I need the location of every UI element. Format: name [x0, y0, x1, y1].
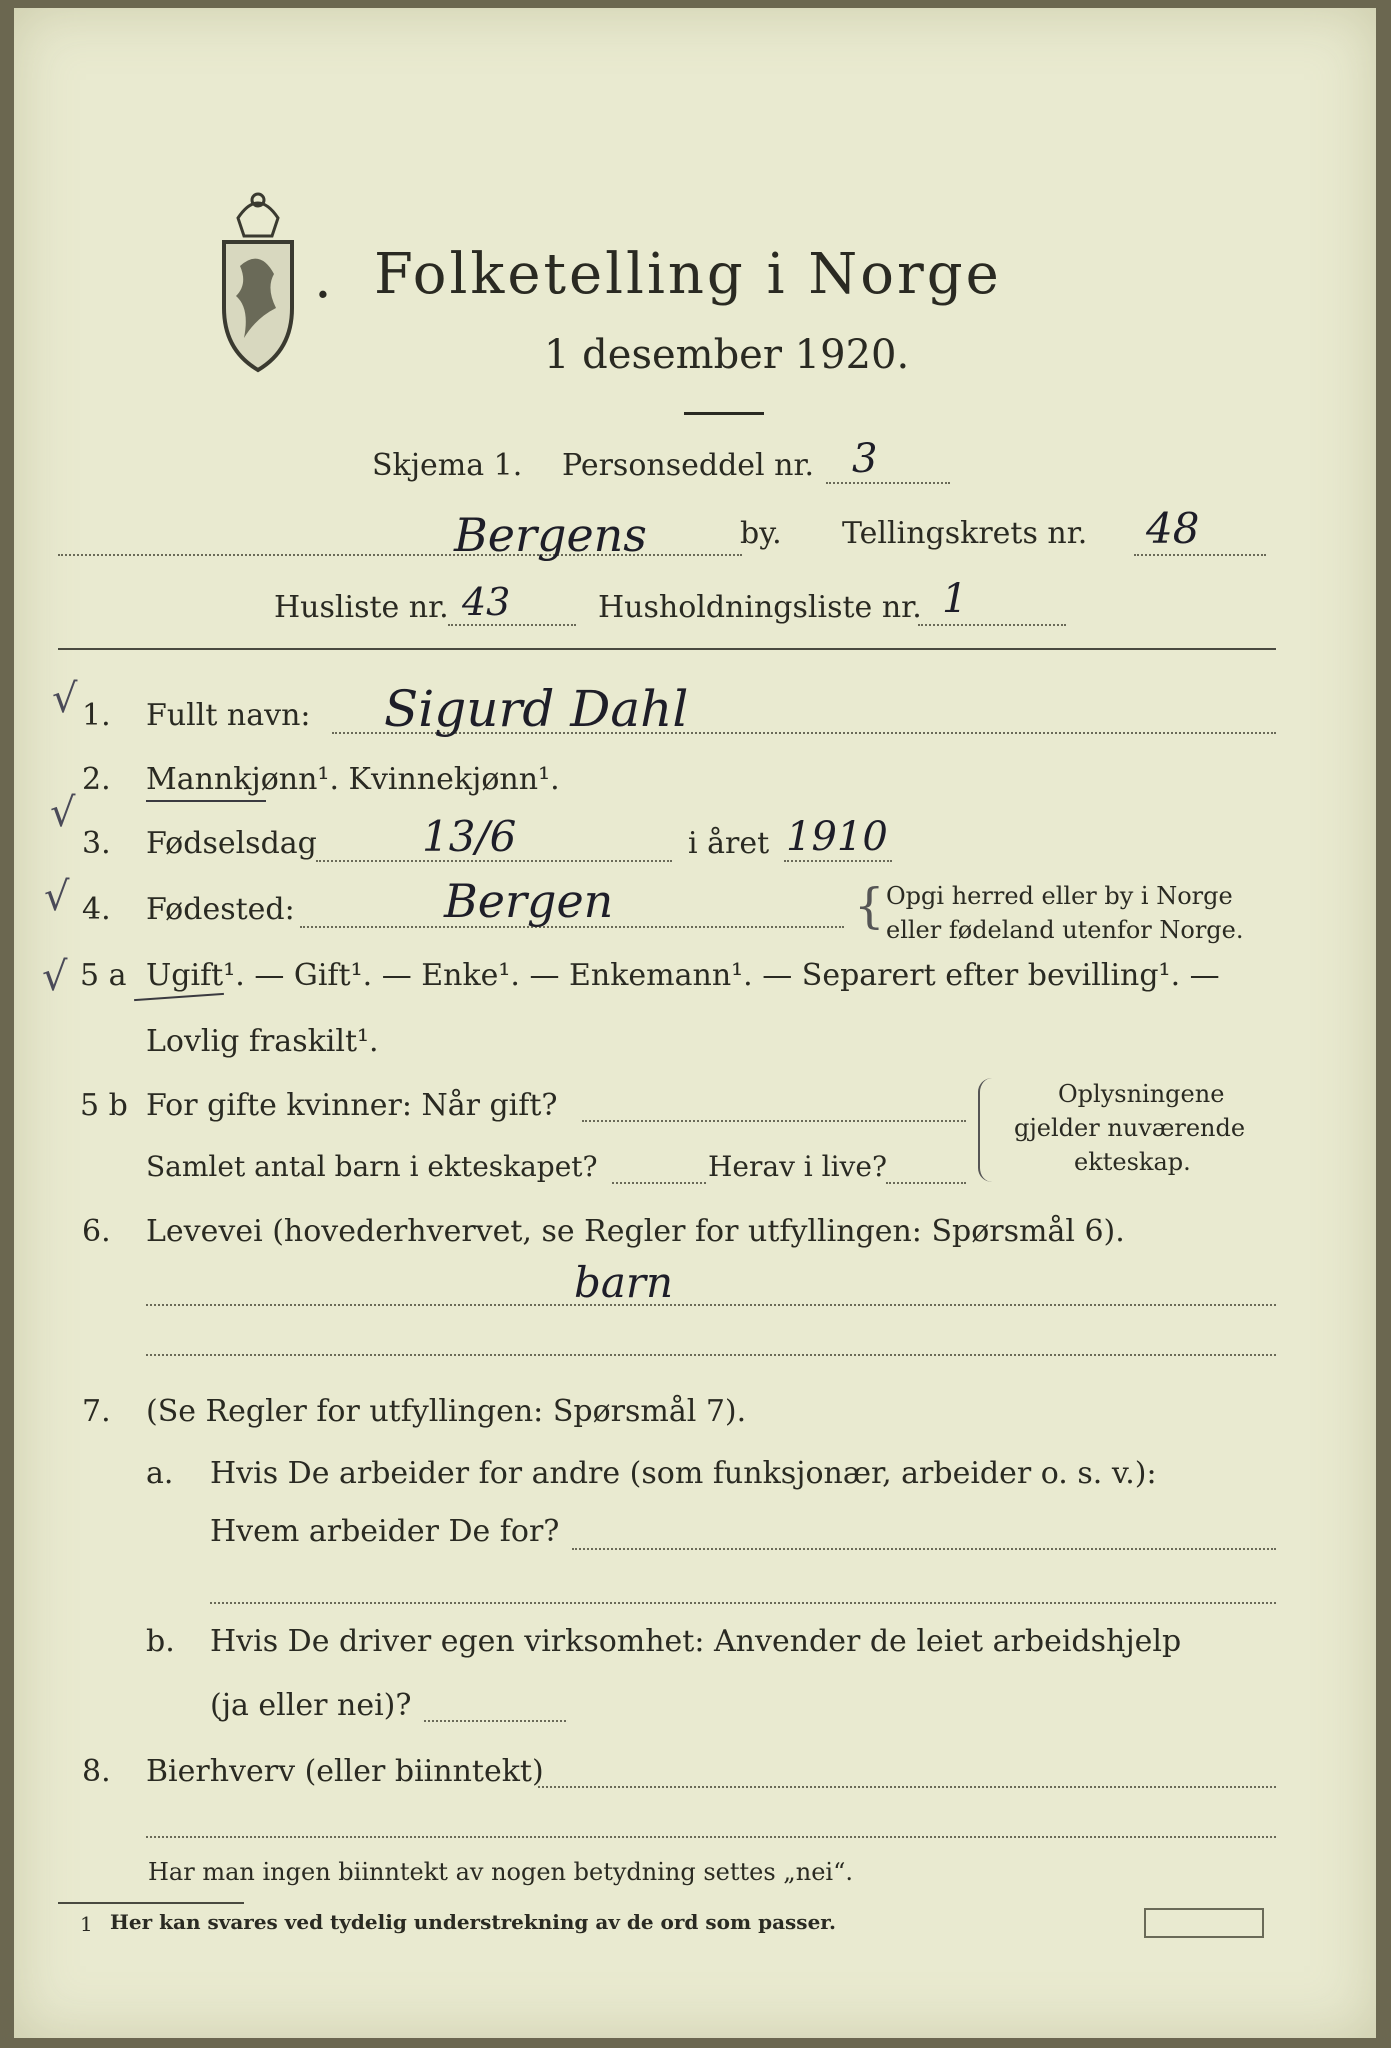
occupation-label: Levevei (hovederhvervet, se Regler for utfyllingen: Spørsmål 6).: [146, 1214, 1125, 1249]
q5a-number: 5 a: [80, 958, 127, 993]
birthplace-note-1: Opgi herred eller by i Norge: [886, 882, 1233, 910]
birthday-label: Fødselsdag: [146, 826, 317, 861]
city-value: Bergens: [454, 508, 647, 562]
printer-stamp: [1144, 1908, 1264, 1938]
husliste-label: Husliste nr.: [274, 590, 449, 625]
form-date: 1 desember 1920.: [544, 332, 910, 378]
q3-number: 3.: [82, 826, 111, 861]
bracket-icon: [978, 1078, 994, 1182]
personseddel-label: Personseddel nr.: [562, 448, 815, 483]
side-income-label: Bierhverv (eller biinntekt): [146, 1754, 544, 1789]
marriage-note-3: ekteskap.: [1074, 1148, 1191, 1176]
marital-options-2: Lovlig fraskilt¹.: [146, 1024, 379, 1059]
q7a-line-1: Hvis De arbeider for andre (som funksjonær, arbeider o. s. v.):: [210, 1456, 1157, 1491]
krets-value: 48: [1146, 504, 1200, 553]
marital-underline: [134, 993, 224, 1001]
q4-number: 4.: [82, 892, 111, 927]
q7-number: 7.: [82, 1394, 111, 1429]
marriage-note-1: Oplysningene: [1058, 1080, 1225, 1108]
check-mark-icon: √: [44, 874, 70, 920]
brace-icon: {: [854, 878, 885, 934]
check-mark-icon: √: [42, 954, 68, 1000]
birthplace-note-2: eller fødeland utenfor Norge.: [886, 916, 1244, 944]
personseddel-value: 3: [852, 436, 878, 482]
census-form: . Folketelling i Norge 1 desember 1920. Skjema 1. Personseddel nr. 3 Bergens by. Tellingskrets nr. 48 Husliste nr. 43 Husholdningsliste nr. 1 √ √ √ √ 1. Fullt navn: Sigurd Dahl 2. Mannkjønn¹. Kvinnekjønn¹. 3. Fødselsdag 13/6 i året 1910 4. Fødested: Bergen { Opgi herred eller by i Norge eller fødeland utenfor Norge. 5 a Ugift¹. — Gift¹. — Enke¹. — Enkemann¹. — Separert efter bevilling¹. — Lovlig fraskilt¹. 5 b For gifte kvinner: Når gift? Samlet antal barn i ekteskapet? Herav i live? Oplysningene gjelder nuværende ekteskap. 6. Levevei (hovederhvervet, se Regler for utfyllingen: Spørsmål 6). barn 7. (Se Regler for utfyllingen: Spørsmål 7). a. Hvis De arbeider for andre (som funksjonær, arbeider o. s. v.): Hvem arbeider De for? b. Hvis De driver egen virksomhet: Anvender de leiet arbeidshjelp (ja eller nei)? 8. Bierhverv (eller biinntekt) Har man ingen biinntekt av nogen betydning settes „nei“. 1 Her kan svares ved tydelig understrekning av de ord som passer.: [14, 8, 1376, 2038]
q5b-number: 5 b: [80, 1088, 128, 1123]
marital-options: Ugift¹. — Gift¹. — Enke¹. — Enkemann¹. — Separert efter bevilling¹. —: [146, 958, 1220, 993]
q7a-number: a.: [146, 1456, 174, 1491]
q7b-line-1: Hvis De driver egen virksomhet: Anvender de leiet arbeidshjelp: [210, 1624, 1182, 1659]
footnote-text: Her kan svares ved tydelig understrekning av de ord som passer.: [110, 1910, 836, 1934]
title-divider: [684, 412, 764, 415]
q7a-line-2: Hvem arbeider De for?: [210, 1514, 560, 1549]
schema-label: Skjema 1.: [372, 448, 523, 483]
q7b-line-2: (ja eller nei)?: [210, 1688, 412, 1723]
gender-options: Mannkjønn¹. Kvinnekjønn¹.: [146, 762, 560, 797]
form-title: Folketelling i Norge: [374, 242, 1002, 307]
q2-number: 2.: [82, 762, 111, 797]
q7b-number: b.: [146, 1624, 175, 1659]
coat-of-arms-icon: [210, 178, 306, 378]
hushold-value: 1: [942, 576, 968, 622]
birthplace-label: Fødested:: [146, 892, 295, 927]
husliste-value: 43: [462, 580, 511, 624]
full-name-value: Sigurd Dahl: [384, 680, 689, 738]
city-suffix: by.: [740, 516, 782, 551]
side-income-note: Har man ingen biinntekt av nogen betydning settes „nei“.: [148, 1858, 853, 1886]
occupation-value: barn: [574, 1258, 674, 1307]
birth-year-label: i året: [688, 826, 770, 861]
marriage-note-2: gjelder nuværende: [1014, 1114, 1246, 1142]
birthday-value: 13/6: [422, 812, 517, 861]
footnote-mark: 1: [80, 1912, 93, 1936]
footnote-rule: [58, 1902, 244, 1904]
children-label: Samlet antal barn i ekteskapet?: [146, 1150, 598, 1183]
q7-label: (Se Regler for utfyllingen: Spørsmål 7).: [146, 1394, 747, 1429]
check-mark-icon: √: [52, 676, 78, 722]
q8-number: 8.: [82, 1754, 111, 1789]
gender-underline: [146, 800, 266, 802]
check-mark-icon: √: [50, 790, 76, 836]
krets-label: Tellingskrets nr.: [842, 516, 1088, 551]
married-women-label: For gifte kvinner: Når gift?: [146, 1088, 558, 1123]
hushold-label: Husholdningsliste nr.: [598, 590, 922, 625]
q1-label: Fullt navn:: [146, 698, 311, 733]
alive-label: Herav i live?: [708, 1150, 887, 1183]
birth-year-value: 1910: [786, 814, 888, 860]
q6-number: 6.: [82, 1214, 111, 1249]
q1-number: 1.: [82, 698, 111, 733]
birthplace-value: Bergen: [444, 874, 614, 928]
header-rule: [58, 648, 1276, 650]
